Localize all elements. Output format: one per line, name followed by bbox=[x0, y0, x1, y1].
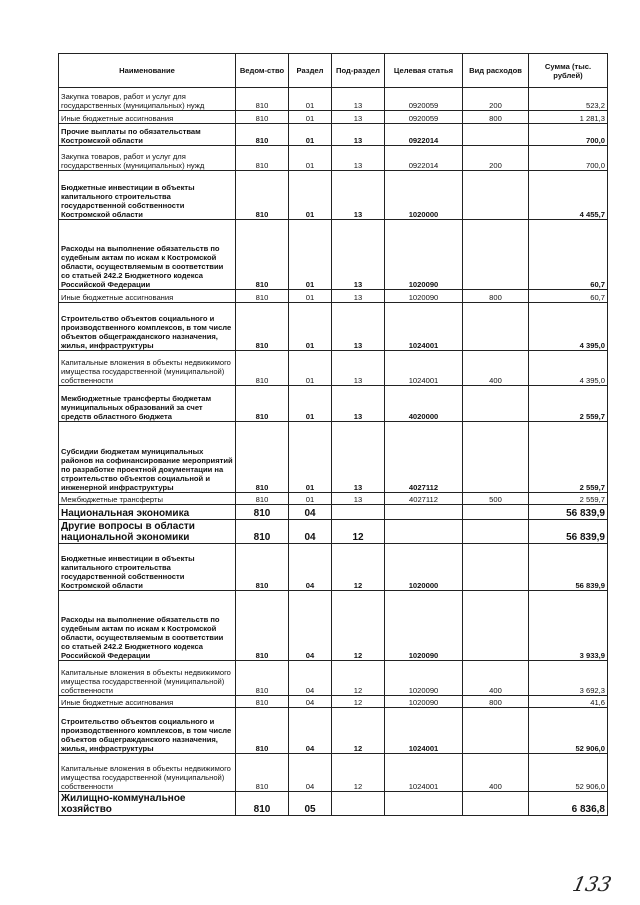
row-name-cell: Субсидии бюджетам муниципальных районов на софинансирование мероприятий по разработке проектной документации на строительство объектов социальной и инженерной инфраструктуры bbox=[59, 422, 236, 493]
row-dept-cell: 810 bbox=[236, 520, 289, 544]
row-sum-cell: 1 281,3 bbox=[529, 111, 608, 124]
row-section-cell: 04 bbox=[289, 520, 332, 544]
row-name-cell: Межбюджетные трансферты бюджетам муниципальных образований за счет средств областного бюджета bbox=[59, 386, 236, 422]
table-row bbox=[59, 754, 608, 792]
row-section-cell: 04 bbox=[289, 696, 332, 708]
row-type-cell: 400 bbox=[463, 351, 529, 386]
table-row bbox=[59, 146, 608, 171]
row-section-cell: 01 bbox=[289, 493, 332, 505]
row-type-cell: 400 bbox=[463, 754, 529, 792]
row-name-cell: Иные бюджетные ассигнования bbox=[59, 696, 236, 708]
row-target-cell: 0922014 bbox=[385, 124, 463, 146]
row-type-cell bbox=[463, 303, 529, 351]
row-target-cell: 1024001 bbox=[385, 708, 463, 754]
row-dept-cell: 810 bbox=[236, 754, 289, 792]
row-dept-cell: 810 bbox=[236, 544, 289, 591]
row-sum-cell: 60,7 bbox=[529, 220, 608, 290]
row-dept-cell: 810 bbox=[236, 124, 289, 146]
row-target-cell: 4027112 bbox=[385, 493, 463, 505]
table-row bbox=[59, 88, 608, 111]
table-row bbox=[59, 422, 608, 493]
table-row bbox=[59, 661, 608, 696]
row-sum-cell: 4 455,7 bbox=[529, 171, 608, 220]
row-sum-cell: 56 839,9 bbox=[529, 544, 608, 591]
row-subsection-cell: 13 bbox=[332, 220, 385, 290]
row-target-cell: 1020090 bbox=[385, 290, 463, 303]
row-sum-cell: 56 839,9 bbox=[529, 520, 608, 544]
row-dept-cell: 810 bbox=[236, 88, 289, 111]
table-row bbox=[59, 792, 608, 816]
row-dept-cell: 810 bbox=[236, 290, 289, 303]
row-name-cell: Бюджетные инвестиции в объекты капитального строительства государственной собственности Костромской области bbox=[59, 171, 236, 220]
row-name-cell: Расходы на выполнение обязательств по судебным актам по искам к Костромской области, осуществляемым в соответствии со статьей 242.2 Бюджетного кодекса Российской Федерации bbox=[59, 591, 236, 661]
row-dept-cell: 810 bbox=[236, 696, 289, 708]
row-subsection-cell: 13 bbox=[332, 290, 385, 303]
row-section-cell: 01 bbox=[289, 146, 332, 171]
row-dept-cell: 810 bbox=[236, 591, 289, 661]
row-section-cell: 04 bbox=[289, 591, 332, 661]
row-subsection-cell: 13 bbox=[332, 146, 385, 171]
row-section-cell: 04 bbox=[289, 661, 332, 696]
row-name-cell: Расходы на выполнение обязательств по судебным актам по искам к Костромской области, осуществляемым в соответствии со статьей 242.2 Бюджетного кодекса Российской Федерации bbox=[59, 220, 236, 290]
row-type-cell bbox=[463, 422, 529, 493]
row-target-cell: 0920059 bbox=[385, 88, 463, 111]
header-section: Раздел bbox=[289, 54, 332, 88]
row-name-cell: Иные бюджетные ассигнования bbox=[59, 111, 236, 124]
table-row bbox=[59, 696, 608, 708]
row-section-cell: 04 bbox=[289, 544, 332, 591]
row-sum-cell: 3 933,9 bbox=[529, 591, 608, 661]
row-dept-cell: 810 bbox=[236, 422, 289, 493]
row-section-cell: 04 bbox=[289, 708, 332, 754]
row-target-cell: 1024001 bbox=[385, 303, 463, 351]
row-target-cell: 4020000 bbox=[385, 386, 463, 422]
row-name-cell: Национальная экономика bbox=[59, 505, 236, 520]
row-dept-cell: 810 bbox=[236, 171, 289, 220]
row-subsection-cell: 12 bbox=[332, 661, 385, 696]
row-subsection-cell: 13 bbox=[332, 422, 385, 493]
row-sum-cell: 52 906,0 bbox=[529, 708, 608, 754]
header-type: Вид расходов bbox=[463, 54, 529, 88]
page-number: 133 bbox=[570, 872, 614, 896]
row-name-cell: Капитальные вложения в объекты недвижимого имущества государственной (муниципальной) собственности bbox=[59, 661, 236, 696]
table-row bbox=[59, 386, 608, 422]
row-subsection-cell: 13 bbox=[332, 303, 385, 351]
row-sum-cell: 523,2 bbox=[529, 88, 608, 111]
row-dept-cell: 810 bbox=[236, 220, 289, 290]
row-subsection-cell: 12 bbox=[332, 591, 385, 661]
header-name: Наименование bbox=[59, 54, 236, 88]
table-row bbox=[59, 303, 608, 351]
row-sum-cell: 2 559,7 bbox=[529, 422, 608, 493]
row-target-cell: 1020000 bbox=[385, 171, 463, 220]
row-section-cell: 05 bbox=[289, 792, 332, 816]
row-type-cell bbox=[463, 544, 529, 591]
row-subsection-cell: 12 bbox=[332, 544, 385, 591]
row-dept-cell: 810 bbox=[236, 351, 289, 386]
row-type-cell bbox=[463, 220, 529, 290]
row-dept-cell: 810 bbox=[236, 111, 289, 124]
row-type-cell: 200 bbox=[463, 146, 529, 171]
row-name-cell: Капитальные вложения в объекты недвижимого имущества государственной (муниципальной) собственности bbox=[59, 351, 236, 386]
row-subsection-cell: 12 bbox=[332, 696, 385, 708]
table-row bbox=[59, 111, 608, 124]
row-type-cell bbox=[463, 708, 529, 754]
row-type-cell bbox=[463, 591, 529, 661]
row-dept-cell: 810 bbox=[236, 661, 289, 696]
row-name-cell: Закупка товаров, работ и услуг для государственных (муниципальных) нужд bbox=[59, 146, 236, 171]
row-name-cell: Строительство объектов социального и производственного комплексов, в том числе объектов общегражданского назначения, жилья, инфраструктуры bbox=[59, 708, 236, 754]
row-dept-cell: 810 bbox=[236, 505, 289, 520]
table-header-row bbox=[59, 54, 608, 88]
row-subsection-cell: 13 bbox=[332, 386, 385, 422]
row-type-cell: 800 bbox=[463, 111, 529, 124]
row-target-cell: 1020090 bbox=[385, 696, 463, 708]
row-type-cell: 200 bbox=[463, 88, 529, 111]
row-target-cell bbox=[385, 792, 463, 816]
row-target-cell: 1020090 bbox=[385, 591, 463, 661]
row-target-cell: 1024001 bbox=[385, 351, 463, 386]
row-type-cell: 400 bbox=[463, 661, 529, 696]
row-subsection-cell: 12 bbox=[332, 754, 385, 792]
table-row bbox=[59, 220, 608, 290]
table-row bbox=[59, 544, 608, 591]
row-type-cell bbox=[463, 124, 529, 146]
row-name-cell: Бюджетные инвестиции в объекты капитального строительства государственной собственности Костромской области bbox=[59, 544, 236, 591]
table-row bbox=[59, 591, 608, 661]
row-type-cell bbox=[463, 505, 529, 520]
row-subsection-cell bbox=[332, 792, 385, 816]
row-name-cell: Прочие выплаты по обязательствам Костромской области bbox=[59, 124, 236, 146]
row-name-cell: Жилищно-коммунальное хозяйство bbox=[59, 792, 236, 816]
row-subsection-cell: 13 bbox=[332, 111, 385, 124]
table-row bbox=[59, 124, 608, 146]
row-type-cell: 800 bbox=[463, 696, 529, 708]
table-row bbox=[59, 290, 608, 303]
row-target-cell: 0922014 bbox=[385, 146, 463, 171]
row-section-cell: 01 bbox=[289, 303, 332, 351]
row-type-cell: 800 bbox=[463, 290, 529, 303]
budget-table-sheet bbox=[58, 53, 607, 816]
table-row bbox=[59, 520, 608, 544]
row-dept-cell: 810 bbox=[236, 792, 289, 816]
row-section-cell: 01 bbox=[289, 88, 332, 111]
row-sum-cell: 3 692,3 bbox=[529, 661, 608, 696]
row-dept-cell: 810 bbox=[236, 303, 289, 351]
row-section-cell: 04 bbox=[289, 505, 332, 520]
row-section-cell: 01 bbox=[289, 386, 332, 422]
row-name-cell: Иные бюджетные ассигнования bbox=[59, 290, 236, 303]
row-sum-cell: 700,0 bbox=[529, 146, 608, 171]
row-sum-cell: 700,0 bbox=[529, 124, 608, 146]
row-section-cell: 01 bbox=[289, 124, 332, 146]
row-type-cell bbox=[463, 792, 529, 816]
row-target-cell: 1020090 bbox=[385, 220, 463, 290]
table-row bbox=[59, 171, 608, 220]
row-section-cell: 04 bbox=[289, 754, 332, 792]
row-sum-cell: 41,6 bbox=[529, 696, 608, 708]
row-type-cell bbox=[463, 386, 529, 422]
row-sum-cell: 56 839,9 bbox=[529, 505, 608, 520]
row-dept-cell: 810 bbox=[236, 708, 289, 754]
row-sum-cell: 60,7 bbox=[529, 290, 608, 303]
table-row bbox=[59, 708, 608, 754]
row-type-cell: 500 bbox=[463, 493, 529, 505]
row-subsection-cell: 13 bbox=[332, 493, 385, 505]
row-dept-cell: 810 bbox=[236, 493, 289, 505]
row-target-cell bbox=[385, 505, 463, 520]
row-name-cell: Строительство объектов социального и производственного комплексов, в том числе объектов общегражданского назначения, жилья, инфраструктуры bbox=[59, 303, 236, 351]
row-subsection-cell: 12 bbox=[332, 708, 385, 754]
row-sum-cell: 2 559,7 bbox=[529, 386, 608, 422]
budget-table bbox=[58, 53, 608, 816]
row-section-cell: 01 bbox=[289, 290, 332, 303]
table-body bbox=[59, 88, 608, 816]
table-row bbox=[59, 493, 608, 505]
row-section-cell: 01 bbox=[289, 220, 332, 290]
row-target-cell: 1024001 bbox=[385, 754, 463, 792]
row-subsection-cell: 13 bbox=[332, 171, 385, 220]
row-sum-cell: 4 395,0 bbox=[529, 351, 608, 386]
header-subsection: Под-раздел bbox=[332, 54, 385, 88]
table-row bbox=[59, 505, 608, 520]
header-dept: Ведом-ство bbox=[236, 54, 289, 88]
row-target-cell: 4027112 bbox=[385, 422, 463, 493]
row-subsection-cell: 13 bbox=[332, 124, 385, 146]
row-section-cell: 01 bbox=[289, 351, 332, 386]
row-dept-cell: 810 bbox=[236, 386, 289, 422]
row-subsection-cell: 13 bbox=[332, 88, 385, 111]
row-section-cell: 01 bbox=[289, 111, 332, 124]
row-name-cell: Межбюджетные трансферты bbox=[59, 493, 236, 505]
row-target-cell: 1020090 bbox=[385, 661, 463, 696]
row-target-cell bbox=[385, 520, 463, 544]
row-section-cell: 01 bbox=[289, 422, 332, 493]
row-dept-cell: 810 bbox=[236, 146, 289, 171]
header-sum: Сумма (тыс. рублей) bbox=[529, 54, 608, 88]
row-name-cell: Капитальные вложения в объекты недвижимого имущества государственной (муниципальной) собственности bbox=[59, 754, 236, 792]
row-sum-cell: 4 395,0 bbox=[529, 303, 608, 351]
row-target-cell: 1020000 bbox=[385, 544, 463, 591]
row-sum-cell: 52 906,0 bbox=[529, 754, 608, 792]
row-sum-cell: 6 836,8 bbox=[529, 792, 608, 816]
row-name-cell: Закупка товаров, работ и услуг для государственных (муниципальных) нужд bbox=[59, 88, 236, 111]
row-name-cell: Другие вопросы в области национальной экономики bbox=[59, 520, 236, 544]
row-target-cell: 0920059 bbox=[385, 111, 463, 124]
row-subsection-cell: 12 bbox=[332, 520, 385, 544]
header-target: Целевая статья bbox=[385, 54, 463, 88]
row-type-cell bbox=[463, 520, 529, 544]
row-subsection-cell: 13 bbox=[332, 351, 385, 386]
row-sum-cell: 2 559,7 bbox=[529, 493, 608, 505]
row-type-cell bbox=[463, 171, 529, 220]
table-row bbox=[59, 351, 608, 386]
row-subsection-cell bbox=[332, 505, 385, 520]
row-section-cell: 01 bbox=[289, 171, 332, 220]
